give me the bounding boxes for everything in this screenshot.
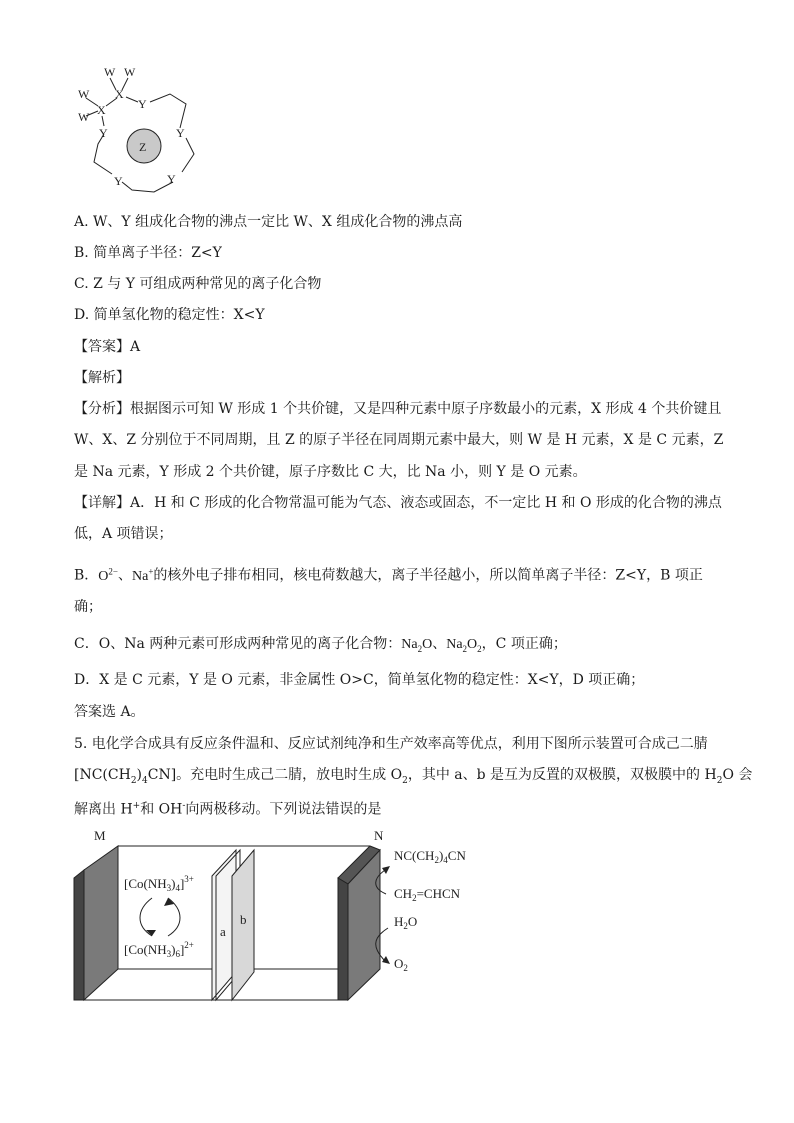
detail-b-text: 的核外电子排布相同，核电荷数越大，离子半径越小，所以简单离子半径：Z<Y，B 项正 — [153, 567, 703, 584]
atom-x: X — [97, 103, 106, 117]
analysis-line-2: W、X、Z 分别位于不同周期，且 Z 的原子半径在同周期元素中最大，则 W 是 H 元素，X 是 C 元素，Z — [74, 432, 724, 448]
reactant-acrylonitrile: $CH_2=CHCN$ — [394, 886, 461, 903]
q5-line-3: 解离出 H+和 OH-向两极移动。下列说法错误的是 — [74, 801, 382, 818]
atom-w: W — [78, 110, 90, 124]
detail-a-text: A．H 和 C 形成的化合物常温可能为气态、液态或固态，不一定比 H 和 O 形成的化合物的沸点 — [130, 495, 722, 511]
electrode-m-side — [74, 870, 84, 1000]
electrode-n-side — [338, 878, 348, 1000]
answer-value: A — [130, 339, 141, 355]
atom-y: Y — [176, 126, 185, 140]
detail-d-line: D．X 是 C 元素，Y 是 O 元素，非金属性 O>C，简单氢化物的稳定性：X<Y，D 项正确； — [74, 672, 645, 688]
detail-tag: 【详解】 — [74, 495, 130, 511]
electrolysis-apparatus — [60, 826, 490, 1006]
analysis-tag: 【解析】 — [74, 370, 130, 386]
fenxi-text: 根据图示可知 W 形成 1 个共价键，又是四种元素中原子序数最小的元素，X 形成 4 个共价键且 — [130, 401, 722, 417]
answer-tag: 【答案】 — [74, 339, 130, 355]
q5-line-2: $[NC(CH_2)_4CN]$。充电时生成己二腈，放电时生成 $O_2$，其中 a、b 是互为反置的双极膜，双极膜中的 $H_2O$ 会 — [74, 767, 753, 786]
option-c: C. Z 与 Y 可组成两种常见的离子化合物 — [74, 276, 322, 292]
analysis-line-3: 是 Na 元素，Y 形成 2 个共价键，原子序数比 C 大，比 Na 小，则 Y 是 O 元素。 — [74, 464, 587, 480]
atom-y: Y — [114, 174, 123, 188]
detail-b-line-2: 确； — [74, 599, 102, 615]
oxide-ion: $O^{2-}$ — [98, 566, 118, 584]
label-a: a — [220, 924, 226, 939]
label-m: M — [94, 828, 106, 843]
electrode-m — [84, 846, 118, 1000]
atom-y: Y — [99, 126, 108, 140]
atom-z: Z — [139, 140, 147, 154]
crown-ether-diagram — [74, 64, 214, 204]
label-b: b — [240, 912, 247, 927]
answer-line — [74, 337, 140, 357]
conclusion-line: 答案选 A。 — [74, 704, 145, 720]
atom-w: W — [104, 65, 116, 79]
label-n: N — [374, 828, 384, 843]
detail-a-line-1 — [74, 493, 722, 513]
atom-y: Y — [138, 97, 147, 111]
detail-c-line: C．O、Na 两种元素可形成两种常见的离子化合物：$Na_2O$、$Na_2O_2$，C 项正确； — [74, 636, 567, 654]
sodium-ion: Na+ — [132, 566, 154, 584]
atom-w: W — [78, 87, 90, 101]
q5-line-1: 5. 电化学合成具有反应条件温和、反应试剂纯净和生产效率高等优点，利用下图所示装置可合成己二腈 — [74, 736, 708, 752]
cobalt-complex-2plus: $[Co(NH_3)_6]^{2+}$ — [124, 940, 194, 959]
option-b: B. 简单离子半径：Z<Y — [74, 245, 222, 261]
formula-na2o: $Na_2O$ — [401, 637, 433, 654]
option-a: A. W、Y 组成化合物的沸点一定比 W、X 组成化合物的沸点高 — [74, 214, 463, 230]
option-d: D. 简单氢化物的稳定性：X<Y — [74, 307, 265, 323]
formula-na2o2: $Na_2O_2$ — [446, 637, 482, 654]
fenxi-tag: 【分析】 — [74, 401, 130, 417]
cobalt-complex-3plus: $[Co(NH_3)_4]^{3+}$ — [124, 874, 194, 893]
atom-x: X — [115, 87, 124, 101]
product-oxygen: $O_2$ — [394, 956, 408, 973]
reactant-water: $H_2O$ — [394, 914, 418, 931]
detail-b-prefix: B． — [74, 567, 99, 584]
analysis-line-1 — [74, 399, 721, 419]
atom-w: W — [124, 65, 136, 79]
detail-b-line-1: B．$O^{2-}$、Na+的核外电子排布相同，核电荷数越大，离子半径越小，所以简单离子半径：Z<Y，B 项正 — [74, 566, 703, 584]
product-adiponitrile: $NC(CH_2)_4CN$ — [394, 848, 466, 865]
detail-a-line-2: 低，A 项错误； — [74, 526, 173, 542]
atom-y: Y — [167, 172, 176, 186]
